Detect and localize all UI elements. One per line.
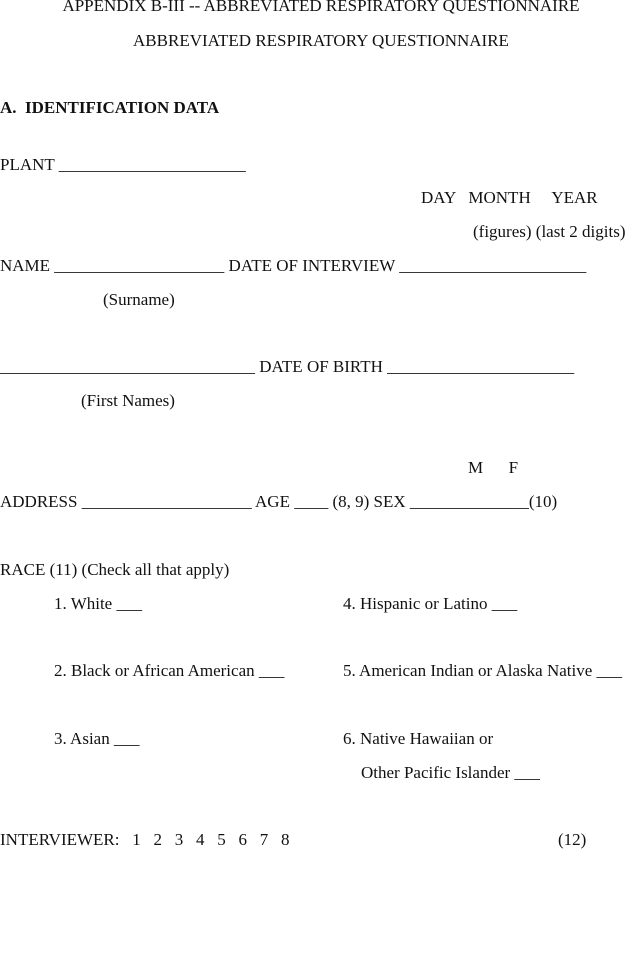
race-option-white[interactable]: 1. White ___	[54, 594, 142, 613]
race-option-american-indian[interactable]: 5. American Indian or Alaska Native ___	[343, 661, 623, 680]
race-option-black[interactable]: 2. Black or African American ___	[54, 661, 285, 680]
first-names-note: (First Names)	[81, 391, 175, 410]
race-option-native-hawaiian[interactable]: 6. Native Hawaiian or	[343, 729, 494, 748]
plant-field[interactable]: PLANT ______________________	[0, 155, 246, 174]
address-age-sex-row[interactable]: ADDRESS ____________________ AGE ____ (8, 9) SEX ______________(10)	[0, 492, 558, 511]
interviewer-row[interactable]: INTERVIEWER: 1 2 3 4 5 6 7 8	[0, 830, 290, 849]
surname-note: (Surname)	[103, 290, 175, 309]
birth-row[interactable]: ______________________________ DATE OF BIRTH ______________________	[0, 357, 575, 376]
questionnaire-subtitle: ABBREVIATED RESPIRATORY QUESTIONNAIRE	[133, 31, 509, 50]
name-interview-row[interactable]: NAME ____________________ DATE OF INTERVIEW ______________________	[0, 256, 587, 275]
sex-options: M F	[468, 458, 519, 477]
race-heading: RACE (11) (Check all that apply)	[0, 560, 230, 579]
race-option-asian[interactable]: 3. Asian ___	[54, 729, 140, 748]
race-option-hispanic[interactable]: 4. Hispanic or Latino ___	[343, 594, 518, 613]
race-option-pacific-islander[interactable]: Other Pacific Islander ___	[361, 763, 540, 782]
date-column-note: (figures) (last 2 digits)	[473, 222, 626, 241]
section-a-heading: A. IDENTIFICATION DATA	[0, 98, 220, 117]
date-column-headers: DAY MONTH YEAR	[421, 188, 598, 207]
appendix-title: APPENDIX B-III -- ABBREVIATED RESPIRATORY QUESTIONNAIRE	[62, 0, 580, 15]
interviewer-code: (12)	[558, 830, 587, 849]
